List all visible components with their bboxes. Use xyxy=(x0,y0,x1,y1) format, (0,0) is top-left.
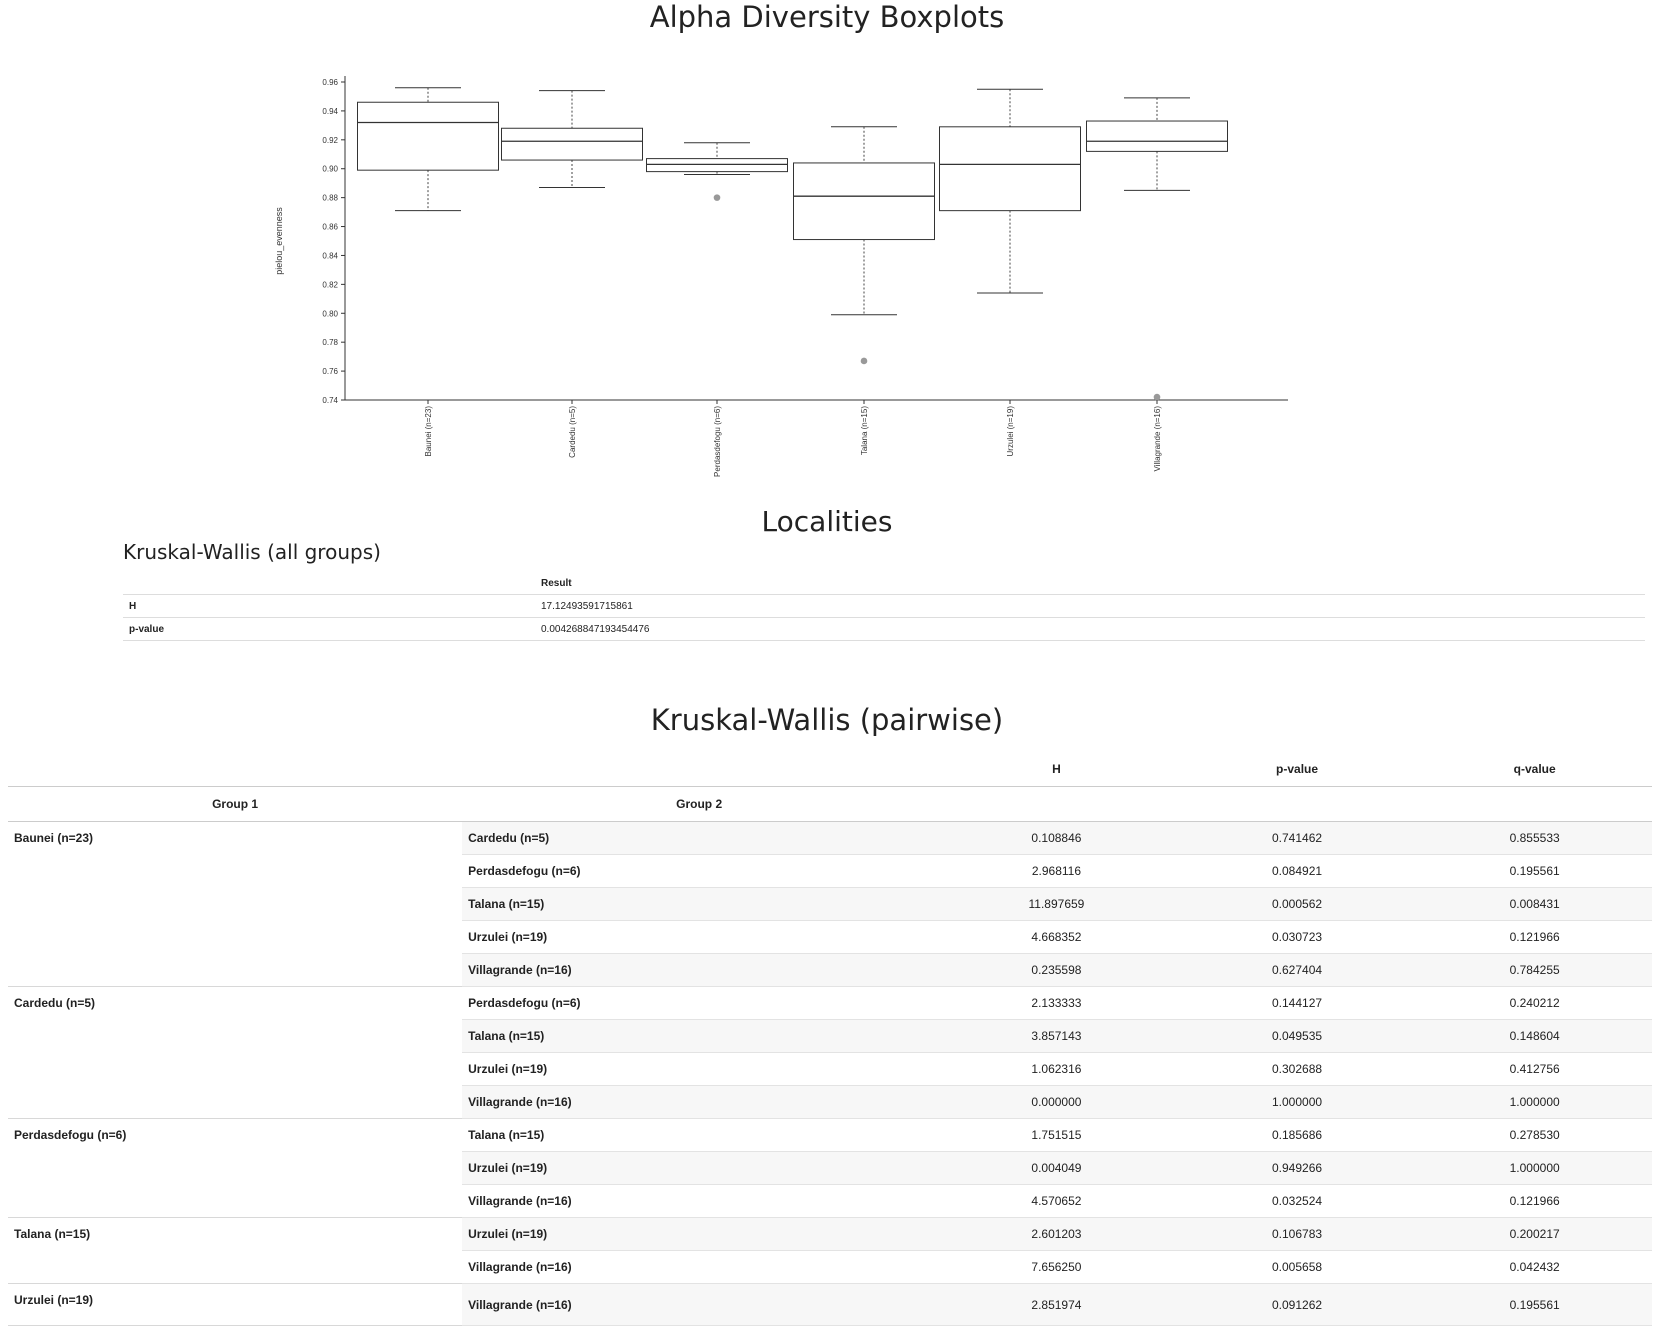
group2-cell: Perdasdefogu (n=6) xyxy=(462,855,936,888)
p-value-cell: 0.627404 xyxy=(1177,954,1418,987)
q-value-cell: 0.042432 xyxy=(1417,1251,1652,1284)
h-cell: 0.004049 xyxy=(936,1152,1177,1185)
y-tick-label: 0.86 xyxy=(322,222,338,232)
x-tick-label: Cardedu (n=5) xyxy=(568,406,577,458)
header-p-value: p-value xyxy=(1177,752,1418,787)
h-cell: 1.751515 xyxy=(936,1119,1177,1152)
group2-cell: Villagrande (n=16) xyxy=(462,954,936,987)
q-value-cell: 0.240212 xyxy=(1417,987,1652,1020)
h-cell: 3.857143 xyxy=(936,1020,1177,1053)
x-tick-label: Urzulei (n=19) xyxy=(1006,406,1015,457)
y-tick-label: 0.82 xyxy=(322,280,338,290)
kw-all-row xyxy=(123,618,1645,641)
group2-cell: Talana (n=15) xyxy=(462,1119,936,1152)
kw-pairwise-table xyxy=(8,752,1652,1326)
x-tick-label: Villagrande (n=16) xyxy=(1153,406,1162,472)
kw-all-row-value: 0.004268847193454476 xyxy=(535,618,1645,641)
box xyxy=(1087,121,1228,151)
table-row xyxy=(8,1284,1652,1326)
p-value-cell: 0.949266 xyxy=(1177,1152,1418,1185)
y-tick-label: 0.84 xyxy=(322,251,338,261)
p-value-cell: 0.091262 xyxy=(1177,1284,1418,1326)
group2-cell: Urzulei (n=19) xyxy=(462,1218,936,1251)
y-tick-label: 0.92 xyxy=(322,135,338,145)
header-group-2: Group 2 xyxy=(462,787,936,822)
kw-all-header-empty xyxy=(123,572,535,595)
group2-cell: Urzulei (n=19) xyxy=(462,1053,936,1086)
pairwise-header-row-1 xyxy=(8,752,1652,787)
header-empty-1 xyxy=(8,752,462,787)
y-tick-label: 0.96 xyxy=(322,78,338,87)
group2-cell: Talana (n=15) xyxy=(462,1020,936,1053)
header-q-value: q-value xyxy=(1417,752,1652,787)
kw-all-row-label: H xyxy=(123,595,535,618)
h-cell: 0.108846 xyxy=(936,822,1177,855)
h-cell: 4.570652 xyxy=(936,1185,1177,1218)
localities-title: Localities xyxy=(761,505,893,538)
p-value-cell: 0.144127 xyxy=(1177,987,1418,1020)
group2-cell: Talana (n=15) xyxy=(462,888,936,921)
box xyxy=(647,159,788,172)
h-cell: 4.668352 xyxy=(936,921,1177,954)
h-cell: 2.601203 xyxy=(936,1218,1177,1251)
kw-all-title: Kruskal-Wallis (all groups) xyxy=(123,540,381,564)
group1-cell: Urzulei (n=19) xyxy=(8,1284,462,1326)
q-value-cell: 0.278530 xyxy=(1417,1119,1652,1152)
kw-all-header-result: Result xyxy=(535,572,1645,595)
h-cell: 2.968116 xyxy=(936,855,1177,888)
header-group-1: Group 1 xyxy=(8,787,462,822)
header-empty-2 xyxy=(462,752,936,787)
group2-cell: Urzulei (n=19) xyxy=(462,921,936,954)
p-value-cell: 0.005658 xyxy=(1177,1251,1418,1284)
table-row xyxy=(8,822,1652,855)
q-value-cell: 0.200217 xyxy=(1417,1218,1652,1251)
table-row xyxy=(8,1119,1652,1152)
p-value-cell: 0.049535 xyxy=(1177,1020,1418,1053)
h-cell: 7.656250 xyxy=(936,1251,1177,1284)
group2-cell: Villagrande (n=16) xyxy=(462,1086,936,1119)
kw-all-row xyxy=(123,595,1645,618)
group2-cell: Urzulei (n=19) xyxy=(462,1152,936,1185)
table-row xyxy=(8,1218,1652,1251)
y-tick-label: 0.76 xyxy=(322,367,338,377)
q-value-cell: 0.195561 xyxy=(1417,855,1652,888)
y-tick-label: 0.94 xyxy=(322,106,338,116)
h-cell: 1.062316 xyxy=(936,1053,1177,1086)
header-empty-4 xyxy=(1177,787,1418,822)
kw-all-header-row xyxy=(123,572,1645,595)
box xyxy=(940,127,1081,211)
y-tick-label: 0.90 xyxy=(322,164,338,174)
group2-cell: Villagrande (n=16) xyxy=(462,1185,936,1218)
y-tick-label: 0.78 xyxy=(322,338,338,348)
q-value-cell: 0.195561 xyxy=(1417,1284,1652,1326)
x-tick-label: Talana (n=15) xyxy=(860,406,869,456)
p-value-cell: 1.000000 xyxy=(1177,1086,1418,1119)
box xyxy=(358,102,499,170)
h-cell: 0.235598 xyxy=(936,954,1177,987)
y-tick-label: 0.74 xyxy=(322,396,338,405)
kw-pairwise-title: Kruskal-Wallis (pairwise) xyxy=(650,703,1004,737)
y-tick-label: 0.88 xyxy=(322,193,338,203)
h-cell: 2.133333 xyxy=(936,987,1177,1020)
p-value-cell: 0.030723 xyxy=(1177,921,1418,954)
q-value-cell: 0.148604 xyxy=(1417,1020,1652,1053)
q-value-cell: 0.784255 xyxy=(1417,954,1652,987)
h-cell: 2.851974 xyxy=(936,1284,1177,1326)
pairwise-header-row-2 xyxy=(8,787,1652,822)
group2-cell: Perdasdefogu (n=6) xyxy=(462,987,936,1020)
p-value-cell: 0.106783 xyxy=(1177,1218,1418,1251)
header-empty-5 xyxy=(1417,787,1652,822)
h-cell: 11.897659 xyxy=(936,888,1177,921)
q-value-cell: 0.121966 xyxy=(1417,921,1652,954)
outlier-point xyxy=(1154,394,1161,401)
h-cell: 0.000000 xyxy=(936,1086,1177,1119)
q-value-cell: 1.000000 xyxy=(1417,1152,1652,1185)
q-value-cell: 0.121966 xyxy=(1417,1185,1652,1218)
q-value-cell: 0.008431 xyxy=(1417,888,1652,921)
header-empty-3 xyxy=(936,787,1177,822)
outlier-point xyxy=(714,194,721,201)
kw-all-table xyxy=(123,572,1645,641)
box xyxy=(794,163,935,240)
x-tick-label: Baunei (n=23) xyxy=(424,406,433,457)
q-value-cell: 0.855533 xyxy=(1417,822,1652,855)
p-value-cell: 0.185686 xyxy=(1177,1119,1418,1152)
x-tick-label: Perdasdefogu (n=6) xyxy=(713,406,722,477)
group2-cell: Villagrande (n=16) xyxy=(462,1251,936,1284)
y-axis-label: pielou_evenness xyxy=(274,207,284,275)
box xyxy=(502,128,643,160)
group2-cell: Villagrande (n=16) xyxy=(462,1284,936,1326)
group1-cell: Cardedu (n=5) xyxy=(8,987,462,1119)
group1-cell: Baunei (n=23) xyxy=(8,822,462,987)
header-h: H xyxy=(936,752,1177,787)
p-value-cell: 0.000562 xyxy=(1177,888,1418,921)
q-value-cell: 0.412756 xyxy=(1417,1053,1652,1086)
q-value-cell: 1.000000 xyxy=(1417,1086,1652,1119)
boxplot-chart xyxy=(270,70,1300,480)
outlier-point xyxy=(861,358,868,365)
p-value-cell: 0.302688 xyxy=(1177,1053,1418,1086)
p-value-cell: 0.741462 xyxy=(1177,822,1418,855)
table-row xyxy=(8,987,1652,1020)
group1-cell: Talana (n=15) xyxy=(8,1218,462,1284)
kw-all-row-label: p-value xyxy=(123,618,535,641)
group1-cell: Perdasdefogu (n=6) xyxy=(8,1119,462,1218)
p-value-cell: 0.084921 xyxy=(1177,855,1418,888)
page-title: Alpha Diversity Boxplots xyxy=(649,0,1005,34)
y-tick-label: 0.80 xyxy=(322,309,338,319)
group2-cell: Cardedu (n=5) xyxy=(462,822,936,855)
p-value-cell: 0.032524 xyxy=(1177,1185,1418,1218)
kw-all-row-value: 17.12493591715861 xyxy=(535,595,1645,618)
